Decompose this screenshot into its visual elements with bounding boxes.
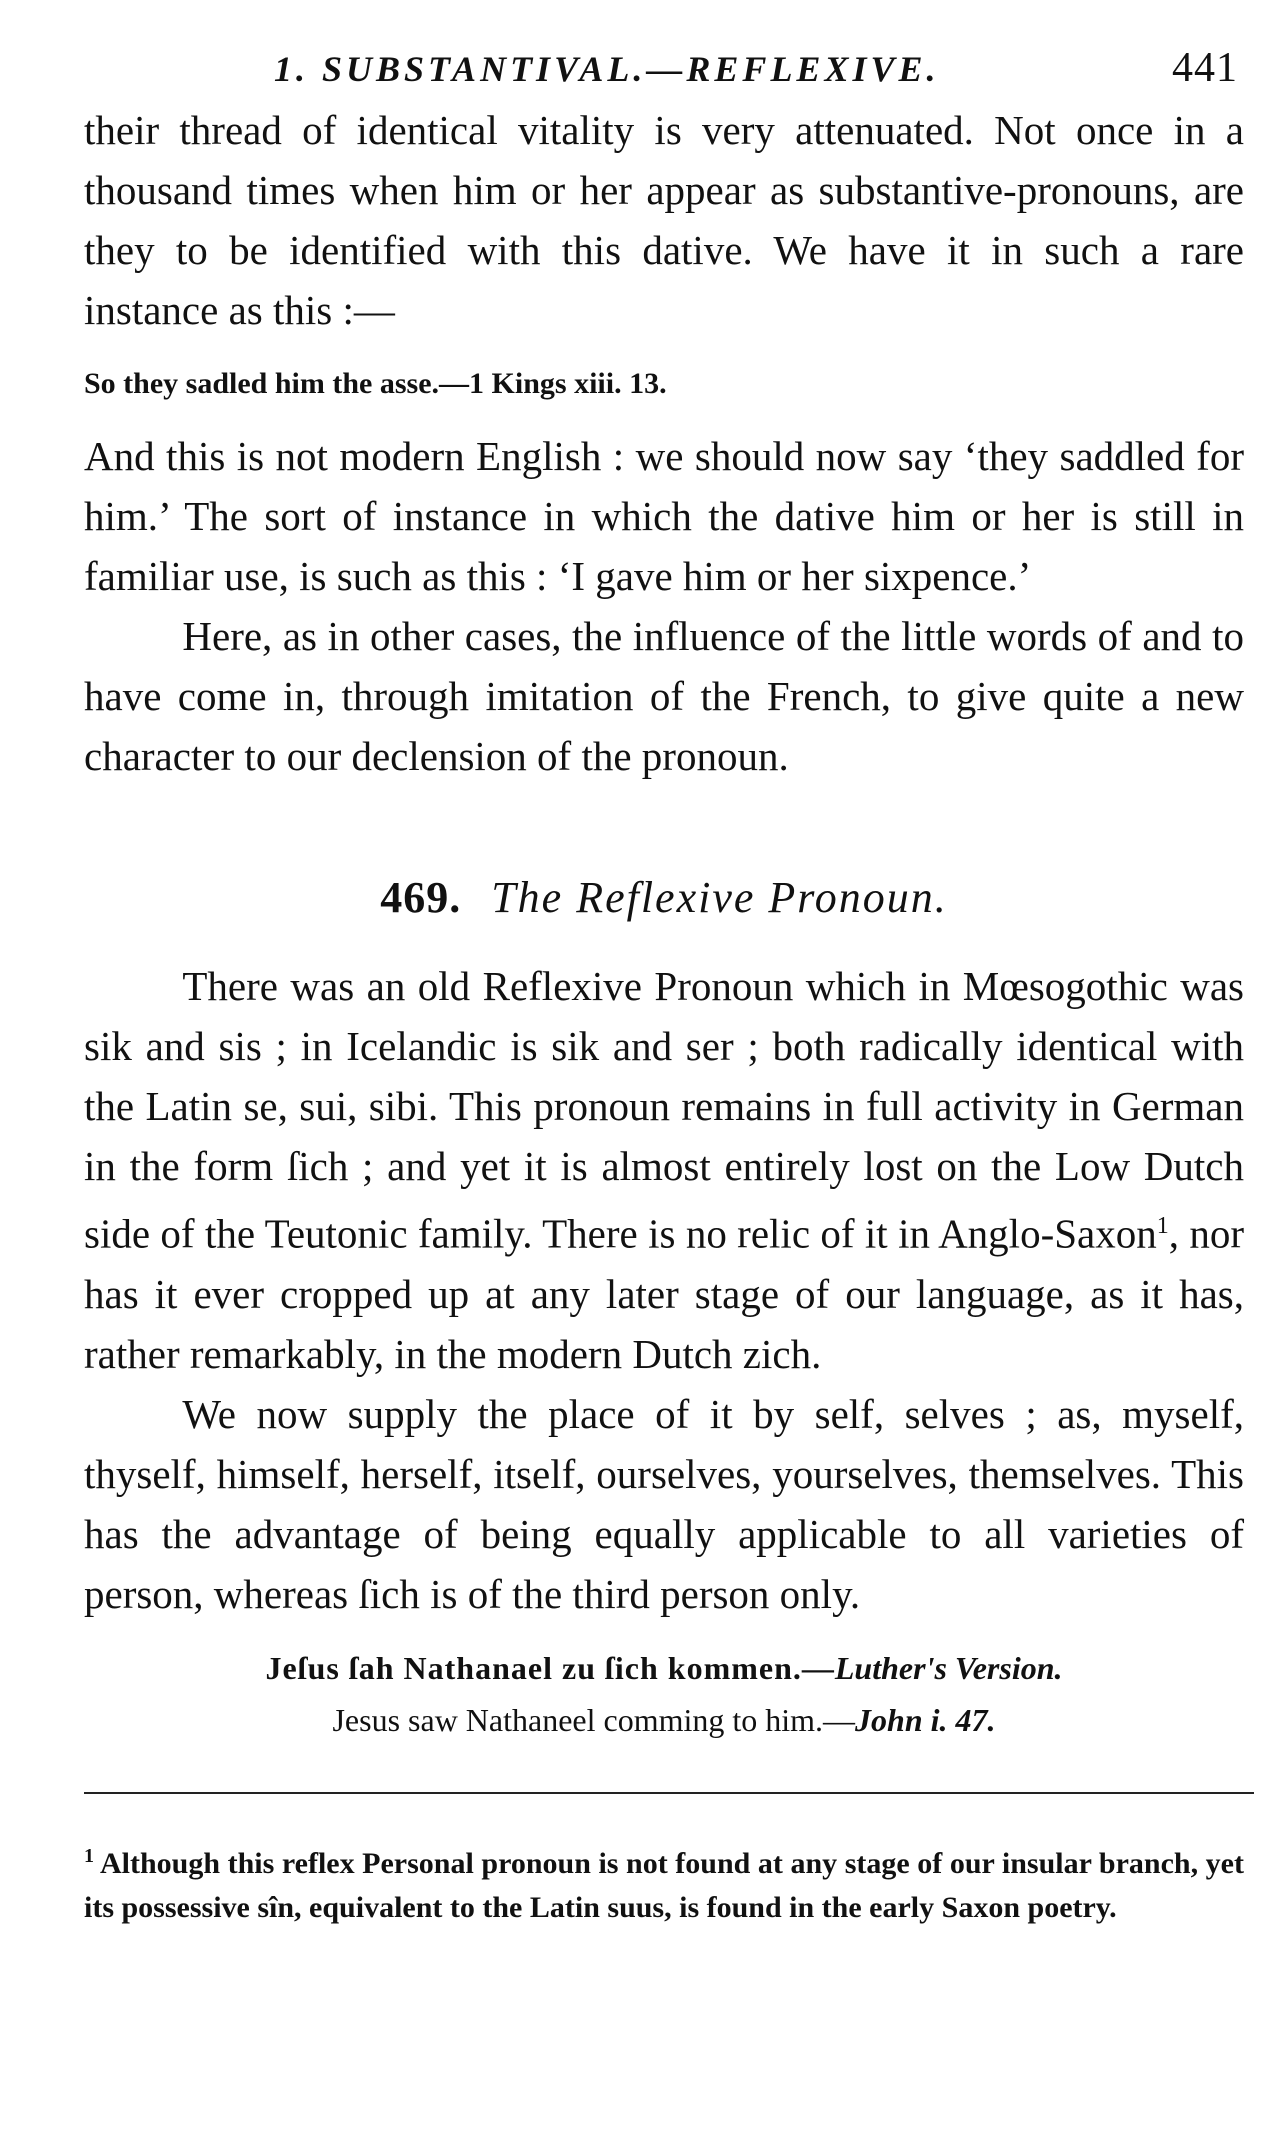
section-number: 469. — [380, 873, 462, 922]
footnote-divider — [84, 1792, 1254, 1794]
citation-block — [84, 1642, 1244, 1746]
paragraph-4-part-b: , nor has it ever cropped up at any later stage of our language, as it has, rather remarkably, in the modern Dutch zich. — [84, 1210, 1245, 1377]
section-title: The Reflexive Pronoun. — [491, 873, 948, 922]
paragraph-5: We now supply the place of it by self, selves ; as, myself, thyself, himself, herself, itself, ourselves, yourselves, themselves. This has the advantage of being equally applicable to all varieties of person, whereas ſich is of the third person only. — [84, 1390, 1244, 1617]
citation-german — [84, 1642, 1244, 1694]
page-number: 441 — [1172, 45, 1238, 91]
footnote — [84, 1834, 1244, 1930]
running-head — [84, 40, 1244, 100]
citation-english-text: Jesus saw Nathaneel comming to him.— — [332, 1701, 856, 1738]
footnote-mark: 1 — [84, 1844, 94, 1867]
quote-kings: So they sadled him the asse.—1 Kings xiii. 13. — [84, 367, 667, 400]
paragraph-3: Here, as in other cases, the influence of the little words of and to have come in, through imitation of the French, to give quite a new character to our declension of the pronoun. — [84, 613, 1244, 779]
main-text — [84, 100, 1244, 1624]
citation-english-source: John i. 47. — [855, 1701, 996, 1738]
section-heading — [84, 868, 1244, 928]
paragraph-1: their thread of identical vitality is very attenuated. Not once in a thousand times when him or her appear as substantive-pronouns, are they to be identified with this dative. We have it in such a rare instance as this :— — [84, 107, 1244, 333]
running-head-title: 1. SUBSTANTIVAL.—REFLEXIVE. — [274, 49, 940, 89]
citation-german-text: Jeſus ſah Nathanael zu ſich kommen.— — [265, 1649, 835, 1686]
paragraph-2: And this is not modern English : we should now say ‘they saddled for him.’ The sort of instance in which the dative him or her is still in familiar use, is such as this : ‘I gave him or her sixpence.’ — [84, 433, 1244, 599]
citation-english — [84, 1694, 1244, 1746]
footnote-reference: 1 — [1156, 1213, 1169, 1239]
paragraph-4-part-a: There was an old Reflexive Pronoun which in Mœsogothic was sik and sis ; in Icelandic is sik and ser ; both radically identical with the Latin se, sui, sibi. This pronoun remains in full activity in German in the form ſich ; and yet it is almost entirely lost on the Low Dutch side of the Teutonic family. There is no relic of it in Anglo-Saxon — [84, 963, 1244, 1257]
citation-german-source: Luther's Version. — [834, 1649, 1063, 1686]
book-page — [84, 40, 1244, 1960]
footnote-text: Although this reflex Personal pronoun is not found at any stage of our insular branch, yet its possessive sîn, equivalent to the Latin suus, is found in the early Saxon poetry. — [84, 1846, 1244, 1924]
paragraph-4 — [84, 956, 1244, 1384]
